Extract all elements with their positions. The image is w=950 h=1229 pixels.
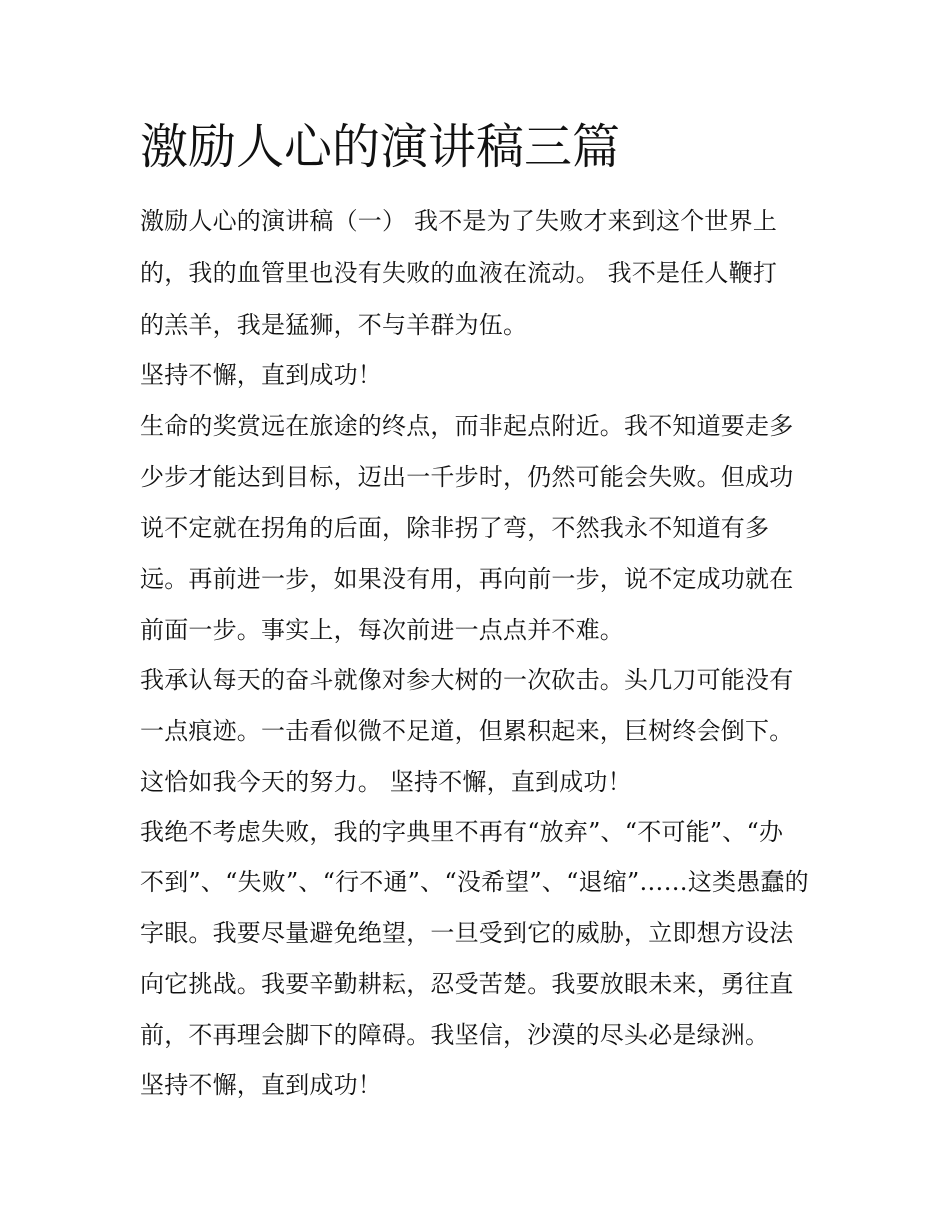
text-line: 前，不再理会脚下的障碍。我坚信，沙漠的尽头必是绿洲。 bbox=[140, 1021, 770, 1049]
text-line: 我绝不考虑失败，我的字典里不再有“放弃”、“不可能”、“办 bbox=[140, 818, 784, 846]
text-line: 激励人心的演讲稿（一） 我不是为了失败才来到这个世界上 bbox=[140, 207, 778, 235]
text-line: 前面一步。事实上，每次前进一点点并不难。 bbox=[140, 616, 624, 644]
text-line: 的羔羊，我是猛狮，不与羊群为伍。 bbox=[140, 311, 528, 339]
page-title: 激励人心的演讲稿三篇 bbox=[140, 119, 621, 175]
text-line: 一点痕迹。一击看似微不足道，但累积起来，巨树终会倒下。 bbox=[140, 717, 794, 745]
text-line: 坚持不懈，直到成功！ bbox=[140, 361, 382, 389]
text-line: 说不定就在拐角的后面，除非拐了弯，不然我永不知道有多 bbox=[140, 514, 770, 542]
text-line: 这恰如我今天的努力。 坚持不懈，直到成功！ bbox=[140, 768, 632, 796]
text-line: 向它挑战。我要辛勤耕耘，忍受苦楚。我要放眼未来，勇往直 bbox=[140, 970, 794, 998]
text-line: 远。再前进一步，如果没有用，再向前一步，说不定成功就在 bbox=[140, 565, 794, 593]
text-line: 的，我的血管里也没有失败的血液在流动。 我不是任人鞭打 bbox=[140, 259, 778, 287]
text-line: 生命的奖赏远在旅途的终点，而非起点附近。我不知道要走多 bbox=[140, 412, 794, 440]
text-line: 少步才能达到目标，迈出一千步时，仍然可能会失败。但成功 bbox=[140, 463, 794, 491]
text-line: 不到”、“失败”、“行不通”、“没希望”、“退缩”……这类愚蠢的 bbox=[140, 868, 809, 896]
text-line: 坚持不懈，直到成功！ bbox=[140, 1071, 382, 1099]
text-line: 我承认每天的奋斗就像对参大树的一次砍击。头几刀可能没有 bbox=[140, 666, 794, 694]
text-line: 字眼。我要尽量避免绝望，一旦受到它的威胁，立即想方设法 bbox=[140, 919, 794, 947]
